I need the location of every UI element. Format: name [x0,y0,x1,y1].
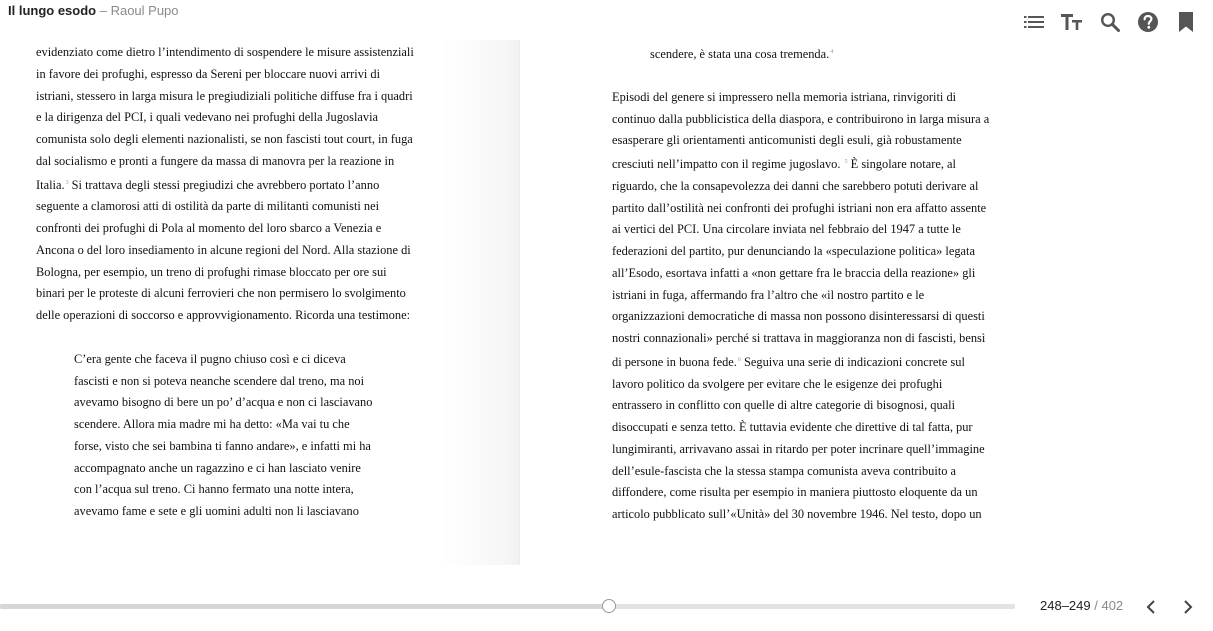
quote-line: avevamo fame e sete e gli uomini adulti non li lasciavano [74,504,359,518]
quote-line: con l’acqua sul treno. Ci hanno fermato una notte intera, [74,482,354,497]
help-button[interactable] [1129,8,1167,36]
text-line: lungimiranti, arrivavano assai in ritardo per poter incrinare quell’immagine [612,441,985,456]
text-line: delle operazioni di soccorso e approvvigionamento. Ricorda una testimone: [36,308,411,322]
help-icon [1137,11,1159,33]
page-indicator [1040,598,1123,613]
page-scrubber[interactable] [0,604,1015,609]
scrubber-handle[interactable] [602,599,616,613]
text-line: entrassero in conflitto con quelle di altre categorie di bisognosi, quali [612,398,956,413]
text-line [612,350,1032,374]
footnote-6-link[interactable]: 6 [737,356,741,363]
page-divider [519,40,520,565]
text-size-button[interactable] [1053,8,1091,36]
quote-line: accompagnato anche un ragazzino e ci han lasciato venire [74,460,361,475]
text-line: Bologna, per esempio, un treno di profughi rimase bloccato per ore sui [36,264,387,279]
text-line: dell’esule-fascista che la stessa stampa comunista aveva contribuito a [612,463,957,478]
text-line: riguardo, che la consapevolezza dei danni che sarebbero potuti derivare al [612,178,979,193]
text-line: ai vertici del PCI. Una circolare inviata nel febbraio del 1947 a tutte le [612,222,961,237]
text-line: federazioni del partito, pur denunciando la «speculazione politica» legata [612,244,975,258]
left-page [36,42,456,523]
text-segment: È singolare notare, al [847,157,956,171]
text-line: organizzazioni democratiche di massa non possono disinteressarsi di questi [612,309,985,324]
quote-line [612,42,1032,66]
text-line: all’Esodo, esortava infatti a «non gettare fra le braccia della reazione» gli [612,265,976,280]
scrubber-progress [0,604,609,609]
text-line: evidenziato come dietro l’intendimento di sospendere le misure assistenziali [36,45,414,59]
footnote-5-link[interactable]: 5 [844,159,848,165]
title-separator: – [96,3,111,18]
current-pages: 248–249 [1040,598,1091,613]
reader-toolbar [1015,8,1205,36]
chevron-left-icon [1146,600,1156,614]
quote-line: fascisti e non si poteva neanche scendere dal treno, ma noi [74,373,365,388]
book-title: Il lungo esodo [8,3,97,18]
quote-line: avevamo bisogno di bere un po’ d’acqua e non ci lasciavano [74,395,373,410]
text-line: disoccupati e senza tetto. È tuttavia evidente che direttive di tal fatta, pur [612,420,973,434]
text-line: binari per le proteste di alcuni ferrovieri che non permisero lo svolgimento [36,286,406,301]
list-icon [1024,15,1044,29]
previous-page-button[interactable] [1139,596,1163,618]
footnote-4-link[interactable]: 4 [830,49,834,55]
text-line [36,173,456,197]
book-title-bar [8,3,179,18]
text-line: dal socialismo e pronti a fungere da massa di manovra per la reazione in [36,153,395,168]
text-line: esasperare gli orientamenti anticomunisti degli esuli, già robustamente [612,133,962,148]
bookmark-button[interactable] [1167,8,1205,36]
chevron-right-icon [1183,600,1193,614]
search-icon [1100,12,1120,32]
text-line: articolo pubblicato sull’«Unità» del 30 novembre 1946. Nel testo, dopo un [612,507,982,521]
text-line: lavoro politico da svolgere per evitare che le esigenze dei profughi [612,376,943,391]
quote-line: scendere. Allora mia madre mi ha detto: «Ma vai tu che [74,417,350,431]
text-segment: scendere, è stata una cosa tremenda. [650,47,830,61]
book-author: Raoul Pupo [110,3,179,18]
text-line: istriani in fuga, affermando fra l’altro che «il nostro partito e le [612,287,925,302]
text-line: partito dall’ostilità nei confronti dei profughi istriani non era affatto assente [612,200,987,215]
text-line [612,152,1032,176]
paragraph-gap [612,66,1032,87]
text-line: Episodi del genere si impressero nella memoria istriana, rinvigoriti di [612,89,957,104]
next-page-button[interactable] [1176,596,1200,618]
text-segment: Si trattava degli stessi pregiudizi che avrebbero portato l’anno [68,177,380,192]
text-segment: cresciuti nell’impatto con il regime jugoslavo. [612,157,844,171]
text-line: confronti dei profughi di Pola al momento del loro sbarco a Venezia e [36,221,382,235]
quote-line: C’era gente che faceva il pugno chiuso così e ci diceva [74,351,346,366]
right-page [612,42,1032,526]
text-line: in favore dei profughi, espresso da Sereni per bloccare nuovi arrivi di [36,66,381,81]
text-line: seguente a clamorosi atti di ostilità da parte di militanti comunisti nei [36,199,380,214]
text-segment: Italia. [36,177,65,192]
footnote-3-link[interactable]: 3 [65,179,69,186]
total-pages: / 402 [1090,598,1124,613]
text-segment: di persone in buona fede. [612,354,737,369]
contents-button[interactable] [1015,8,1053,36]
text-line: e la dirigenza del PCI, i quali vedevano nei profughi della Jugoslavia [36,110,379,125]
bookmark-icon [1179,12,1193,32]
text-line: istriani, stessero in larga misura le pregiudiziali politiche diffuse fra i quadri [36,88,413,103]
text-size-icon [1061,13,1083,31]
paragraph-gap [36,327,456,349]
text-segment: Seguiva una serie di indicazioni concrete sul [740,354,965,369]
text-line: Ancona o del loro insediamento in alcune regioni del Nord. Alla stazione di [36,242,411,257]
text-line: comunista solo degli elementi nazionalisti, se non fascisti tout court, in fuga [36,132,413,146]
text-line: diffondere, come risulta per esempio in maniera piuttosto eloquente da un [612,485,978,500]
text-line: continuo dalla pubblicistica della diaspora, e contribuirono in larga misura a [612,111,990,126]
block-quote [36,349,456,523]
search-button[interactable] [1091,8,1129,36]
quote-line: forse, visto che sei bambina ti fanno andare», e infatti mi ha [74,438,371,453]
text-line: nostri connazionali» perché si trattava in maggioranza non di fascisti, bensì [612,331,986,345]
